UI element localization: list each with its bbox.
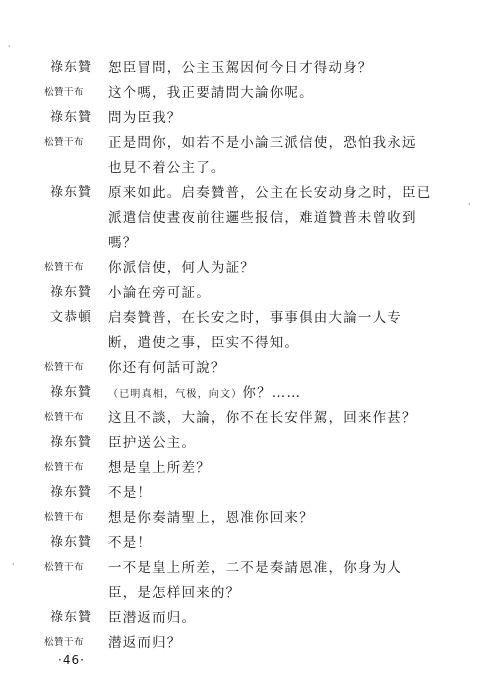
- dialogue-line: [0, 557, 482, 579]
- speech-text: 派遣信使晝夜前往邏些报信，难道贊普未曾收到: [108, 210, 417, 226]
- speech-text-after: 你？……: [242, 385, 302, 401]
- speaker-name: 祿东贊: [50, 610, 93, 625]
- dialogue-line: [0, 407, 482, 429]
- dialogue-line: [0, 232, 482, 254]
- speaker-name: 松贊干布: [44, 137, 85, 148]
- speaker-name: 松贊干布: [44, 637, 85, 648]
- speaker-name: 祿东贊: [50, 535, 93, 550]
- speech-text: 小論在旁可証。: [108, 285, 211, 301]
- speaker-name: 文恭頓: [50, 310, 93, 325]
- dialogue-line: [0, 257, 482, 279]
- speaker-name: 松贊干布: [44, 562, 85, 573]
- speech-text: 嗎？: [108, 235, 138, 251]
- speaker-name: 祿东贊: [50, 185, 93, 200]
- dialogue-line: [0, 182, 482, 204]
- dialogue-line: [0, 282, 482, 304]
- dialogue-line: [0, 432, 482, 454]
- dialogue-line: [0, 482, 482, 504]
- dialogue-line: [0, 607, 482, 629]
- dialogue-line: [0, 582, 482, 604]
- dialogue-line: [0, 207, 482, 229]
- speech-text: 潜返而归？: [108, 635, 182, 651]
- speaker-name: 祿东贊: [50, 485, 93, 500]
- speech-text: 想是皇上所差？: [108, 460, 211, 476]
- speaker-name: 祿东贊: [50, 435, 93, 450]
- dialogue-line: [0, 57, 482, 79]
- speech-text: 也見不着公主了。: [108, 160, 226, 176]
- stage-direction: （已明真相，气极，向文）: [108, 389, 243, 400]
- speech-text: 不是！: [108, 535, 153, 551]
- dialogue-line: [0, 107, 482, 129]
- speaker-name: 祿东贊: [50, 285, 93, 300]
- speech-text: 臣，是怎样回来的？: [108, 585, 241, 601]
- speech-text: 你派信使，何人为証？: [108, 260, 255, 276]
- dialogue-line: [0, 532, 482, 554]
- page-number: ·46·: [58, 653, 85, 667]
- speech-text: 一不是皇上所差，二不是奏請恩准，你身为人: [108, 560, 402, 576]
- speaker-name: 祿东贊: [50, 110, 93, 125]
- dialogue-line: [0, 357, 482, 379]
- speech-text: 断，遣使之事，臣实不得知。: [108, 335, 300, 351]
- speech-text: 这个嗎，我正要請問大論你呢。: [108, 85, 314, 101]
- speaker-name: 祿东贊: [50, 385, 93, 400]
- speaker-name: 松贊干布: [44, 462, 85, 473]
- speech-text: 原来如此。启奏贊普，公主在长安动身之时，臣已: [108, 185, 432, 201]
- speech-text: 启奏贊普，在长安之时，事事俱由大論一人专: [108, 310, 402, 326]
- scan-speck: ·: [468, 200, 471, 209]
- speaker-name: 祿东贊: [50, 60, 93, 75]
- speech-text: [108, 382, 301, 406]
- dialogue-line: [0, 632, 482, 654]
- dialogue-line: [0, 132, 482, 154]
- speech-text: 不是！: [108, 485, 153, 501]
- speaker-name: 松贊干布: [44, 362, 85, 373]
- speaker-name: 松贊干布: [44, 262, 85, 273]
- dialogue-line: [0, 82, 482, 104]
- dialogue-line: [0, 332, 482, 354]
- dialogue-line: [0, 382, 482, 404]
- speech-text: 这且不談，大論，你不在长安伴駕，回来作甚？: [108, 410, 417, 426]
- speech-text: 臣潜返而归。: [108, 610, 197, 626]
- speech-text: 正是問你，如若不是小論三派信使，恐怕我永远: [108, 135, 417, 151]
- scan-speck: ·: [12, 560, 15, 569]
- dialogue-line: [0, 457, 482, 479]
- dialogue-line: [0, 507, 482, 529]
- speech-text: 恕臣冒問，公主玉駕因何今日才得动身？: [108, 60, 373, 76]
- speech-text: 想是你奏請聖上，恩准你回来？: [108, 510, 314, 526]
- speech-text: 你还有何話可說？: [108, 360, 226, 376]
- dialogue-line: [0, 157, 482, 179]
- dialogue-line: [0, 307, 482, 329]
- speaker-name: 松贊干布: [44, 512, 85, 523]
- speech-text: 問为臣我？: [108, 110, 182, 126]
- speech-text: 臣护送公主。: [108, 435, 197, 451]
- speaker-name: 松贊干布: [44, 87, 85, 98]
- scan-speck: ·: [8, 42, 11, 51]
- speaker-name: 松贊干布: [44, 412, 85, 423]
